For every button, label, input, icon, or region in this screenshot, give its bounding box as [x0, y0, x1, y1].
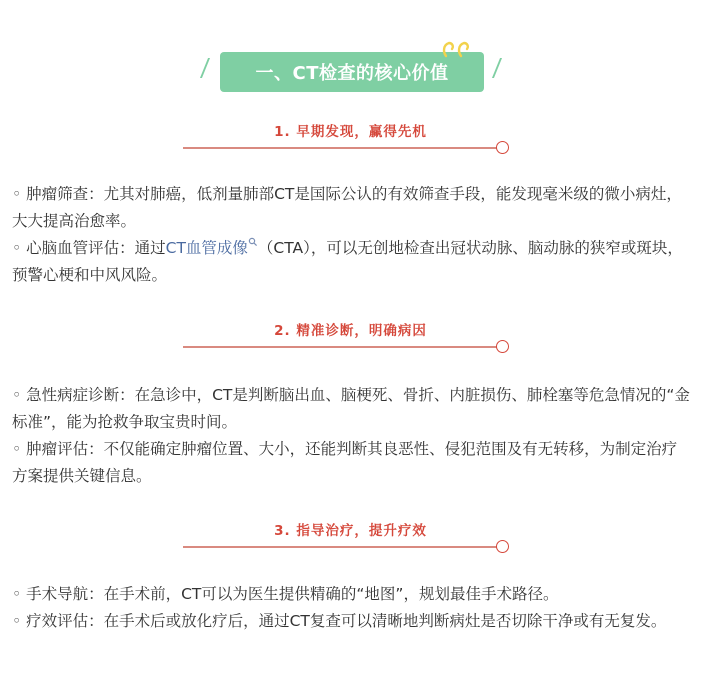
list-item-cardio-assessment	[12, 235, 692, 289]
bullet-icon: ◦	[12, 386, 22, 404]
list-item-tumor-assessment	[12, 436, 692, 490]
item-label: 心脑血管评估：	[26, 239, 135, 257]
item-text: 尤其对肺癌，低剂量肺部CT是国际公认的有效筛查手段，能发现毫米级的微小病灶，大大提高治愈率。	[12, 185, 682, 230]
decorative-slash-left	[200, 58, 214, 78]
item-label: 肿瘤筛查：	[26, 185, 104, 203]
subheading-divider	[183, 141, 515, 155]
item-label: 疗效评估：	[26, 612, 104, 630]
bullet-icon: ◦	[12, 612, 22, 630]
list-item-acute-diagnosis	[12, 382, 692, 436]
item-text-pre: 通过	[134, 239, 166, 257]
subheading-guide-treatment: 3. 指导治疗，提升疗效	[274, 523, 427, 539]
subheading-divider	[183, 540, 515, 554]
item-text: 在急诊中，CT是判断脑出血、脑梗死、骨折、内脏损伤、肺栓塞等危急情况的“金标准”，能为抢救争取宝贵时间。	[12, 386, 690, 431]
list-item-surgical-navigation	[12, 581, 692, 608]
decorative-slash-right	[492, 58, 506, 78]
list-item-efficacy-assessment	[12, 608, 692, 635]
item-label: 肿瘤评估：	[26, 440, 104, 458]
bullet-icon: ◦	[12, 585, 22, 603]
quote-mark-icon	[442, 40, 476, 60]
item-text: 不仅能确定肿瘤位置、大小，还能判断其良恶性、侵犯范围及有无转移，为制定治疗方案提供关键信息。	[12, 440, 678, 485]
item-text: 在手术前，CT可以为医生提供精确的“地图”，规划最佳手术路径。	[103, 585, 559, 603]
section-title: 一、CT检查的核心价值	[220, 52, 484, 92]
item-text: 在手术后或放化疗后，通过CT复查可以清晰地判断病灶是否切除干净或有无复发。	[103, 612, 667, 630]
subheading-precise-diagnosis: 2. 精准诊断，明确病因	[274, 323, 427, 339]
bullet-icon: ◦	[12, 185, 22, 203]
item-label: 急性病症诊断：	[26, 386, 135, 404]
item-text-post: （CTA），可以无创地检查出冠状动脉、脑动脉的狭窄或斑块，预警心梗和中风风险。	[12, 239, 683, 284]
item-label: 手术导航：	[26, 585, 104, 603]
subheading-early-detection: 1. 早期发现，赢得先机	[274, 124, 427, 140]
search-icon[interactable]	[248, 237, 258, 247]
subheading-divider	[183, 340, 515, 354]
cta-link[interactable]: CT血管成像	[165, 239, 248, 257]
bullet-icon: ◦	[12, 239, 22, 257]
list-item-tumor-screening	[12, 181, 692, 235]
bullet-icon: ◦	[12, 440, 22, 458]
section-title-block	[196, 40, 510, 100]
